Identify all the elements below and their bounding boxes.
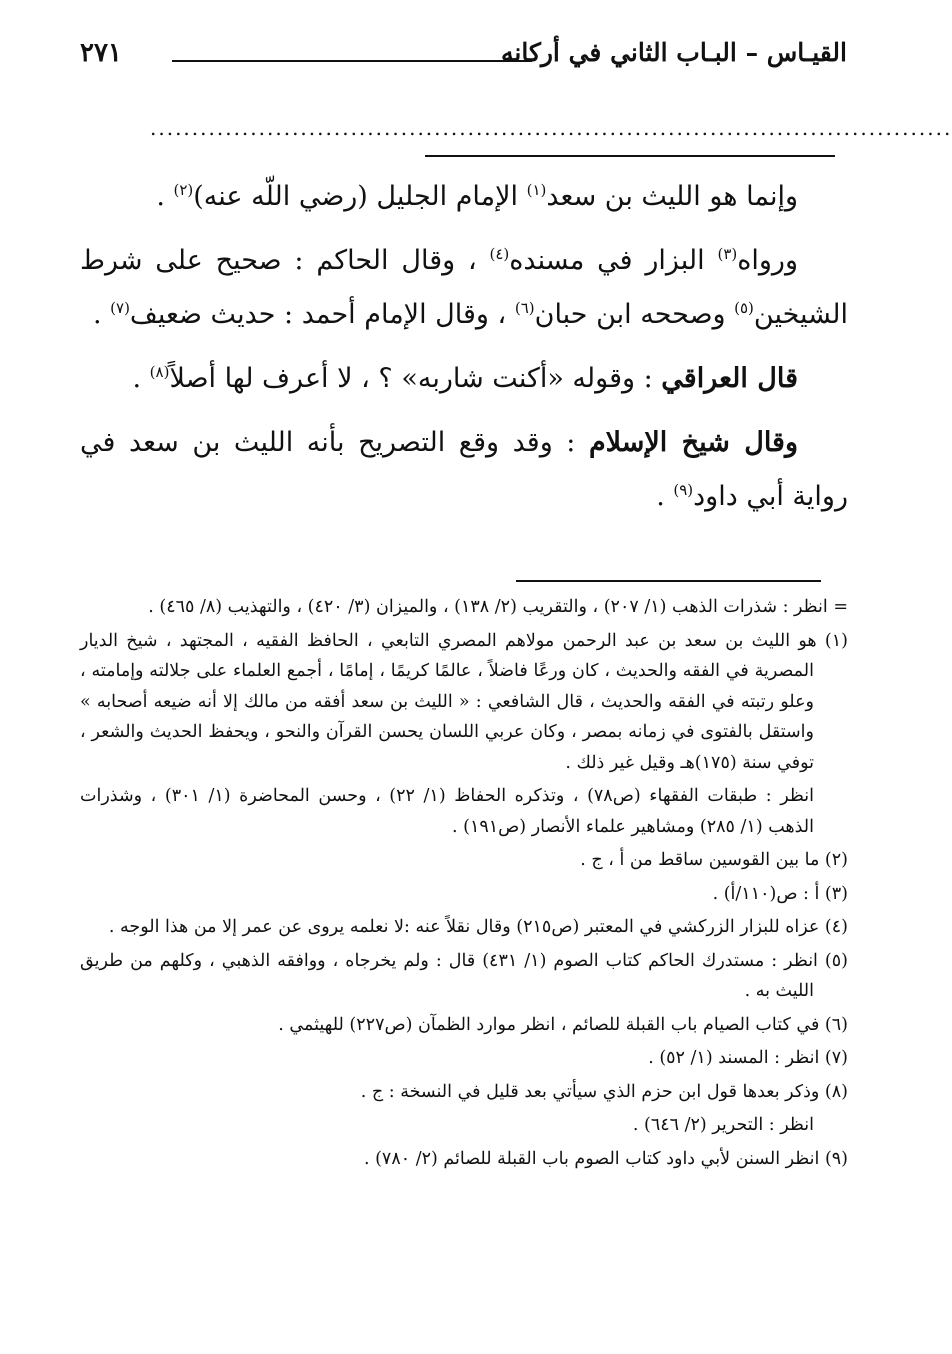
footnote-2: (٢) ما بين القوسين ساقط من أ ، ج . [580,850,848,870]
footnote-8: (٨) وذكر بعدها قول ابن حزم الذي سيأتي بعد قليل في النسخة : ج . [360,1081,848,1102]
footnotes [80,592,848,1177]
page-number: ٢٧١ [80,38,122,68]
speaker-iraqi: قال العراقي [661,363,798,394]
footnote-6: (٦) في كتاب الصيام باب القبلة للصائم ، انظر موارد الظمآن (ص٢٢٧) للهيثمي . [278,1014,848,1035]
footnote-ref-6[interactable]: (٦) [514,299,535,317]
footnote-5: (٥) انظر : مستدرك الحاكم كتاب الصوم (١/ ٤٣١) قال : ولم يخرجاه ، ووافقه الذهبي ، وكلهم من طريق الليث به . [80,950,848,1001]
footnote-ref-9[interactable]: (٩) [673,481,694,499]
paragraph-3: قال العراقي : وقوله «أكنت شاربه» ؟ ، لا أعرف لها أصلاً$^{(٨)}$ . [132,363,798,394]
footnote-continuation: = انظر : شذرات الذهب (١/ ٢٠٧) ، والتقريب (٢/ ١٣٨) ، والميزان (٣/ ٤٢٠) ، والتهذيب (٨/ ٤٦٥) . [148,597,848,617]
header-rule [172,60,532,62]
speaker-shaykh-al-islam: وقال شيخ الإسلام [588,427,799,458]
paragraph-2: ورواه$^{(٣)}$ البزار في مسنده$^{(٤)}$ ، وقال الحاكم : صحيح على شرط الشيخين$^{(٥)}$ وصححه ابن حبان$^{(٦)}$ ، وقال الإمام أحمد : حديث ضعيف$^{(٧)}$ . [80,245,848,330]
footnote-7: (٧) انظر : المسند (١/ ٥٢) . [648,1048,848,1068]
footnote-ref-7[interactable]: (٧) [110,299,130,317]
footnote-ref-1[interactable]: (١) [526,181,547,199]
footnote-ref-5[interactable]: (٥) [734,299,754,317]
ellipsis-dots-line: ................................................................................................ [150,116,952,140]
footnote-ref-8[interactable]: (٨) [149,363,170,381]
footnote-separator-rule [516,580,821,582]
paragraph-1: وإنما هو الليث بن سعد$^{(١)}$ الإمام الجليل (رضي اللّه عنه)$^{(٢)}$ . [156,181,798,212]
top-separator-rule [425,155,835,157]
running-header-title: القيـاس – البـاب الثاني في أركانه [500,38,847,67]
footnote-3: (٣) أ : ص(١١٠/أ) . [712,883,848,904]
footnote-4: (٤) عزاه للبزار الزركشي في المعتبر (ص٢١٥) وقال نقلاً عنه :لا نعلمه يروى عن عمر إلا من هذا الوجه . [108,917,848,937]
footnote-1: (١) هو الليث بن سعد بن عبد الرحمن مولاهم المصري التابعي ، الحافظ الفقيه ، المجتهد ، شيخ الديار المصرية في الفقه والحديث ، كان ورعًا فاضلاً ، عالمًا كريمًا ، إمامًا ، أجمع العلماء على جلالته وإمامته ، وعلو رتبته في الفقه والحديث ، قال الشافعي : « الليث بن سعد أفقه من مالك إلا أنه ضيعه أصحابه » واستقل بالفتوى في زمانه بمصر ، وكان عربي اللسان يحسن القرآن والنحو ، ويحفظ الحديث والشعر ، توفي سنة (١٧٥)هـ وقيل غير ذلك . [80,630,848,773]
footnote-9: (٩) انظر السنن لأبي داود كتاب الصوم باب القبلة للصائم (٢/ ٧٨٠) . [363,1148,848,1169]
footnote-1-sources: انظر : طبقات الفقهاء (ص٧٨) ، وتذكره الحفاظ (١/ ٢٢) ، وحسن المحاضرة (١/ ٣٠١) ، وشذرات الذهب (١/ ٢٨٥) ومشاهير علماء الأنصار (ص١٩١) . [80,786,814,837]
paragraph-4: وقال شيخ الإسلام : وقد وقع التصريح بأنه الليث بن سعد في رواية أبي داود$^{(٩)}$ . [80,427,848,512]
footnote-8-sources: انظر : التحرير (٢/ ٦٤٦) . [632,1115,814,1135]
footnote-ref-3[interactable]: (٣) [717,245,738,263]
main-text [80,170,848,534]
footnote-ref-4[interactable]: (٤) [489,245,510,263]
footnote-ref-2[interactable]: (٢) [173,181,194,199]
